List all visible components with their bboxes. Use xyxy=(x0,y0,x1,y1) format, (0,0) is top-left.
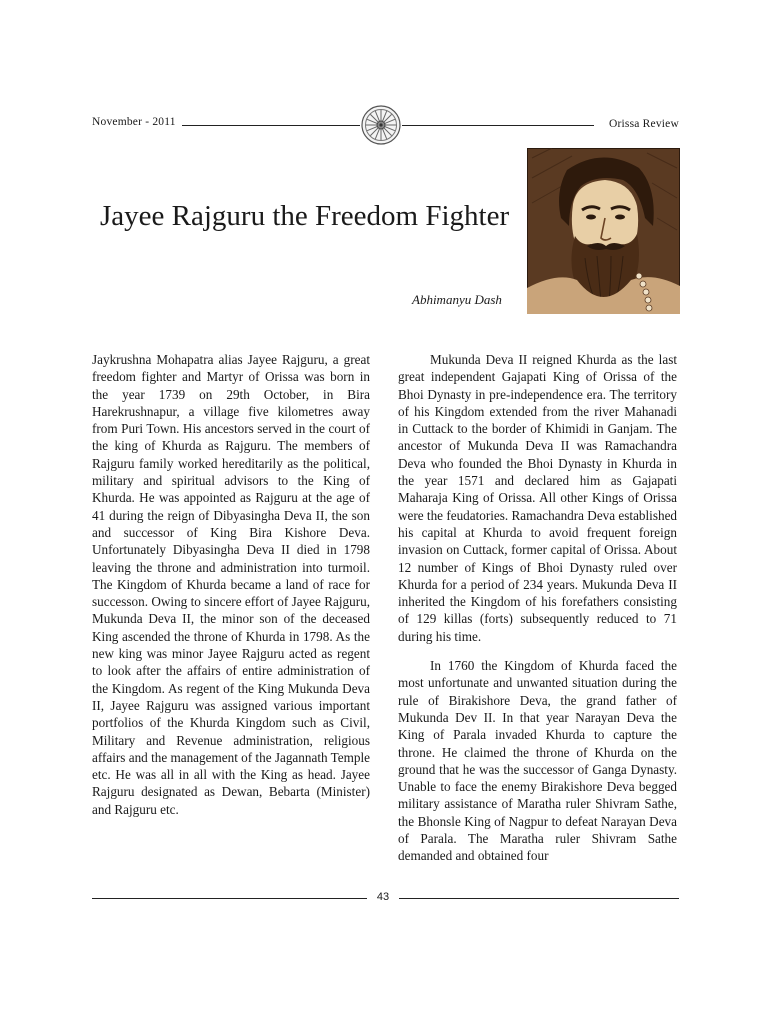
portrait-illustration-icon xyxy=(527,148,680,314)
header-rule-right xyxy=(402,125,594,126)
page-footer xyxy=(92,888,679,908)
article-title: Jayee Rajguru the Freedom Fighter xyxy=(100,200,510,232)
paragraph: In 1760 the Kingdom of Khurda faced the most unfortunate and unwanted situation during the rule of Birakishore Deva, the grand father of Mukunda Dev II. In that year Narayan Deva the King of Parala invaded Khurda to capture the throne. He claimed the throne of Khurda on the ground that he was the successor of Ganga Dynasty. Unable to face the enemy Birakishore Deva begged military assistance of Maratha ruler Shivram Sathe, the Bhonsle King of Nagpur to defeat Narayan Deva of Parala. The Maratha ruler Shivram Sathe demanded and obtained four xyxy=(398,658,677,864)
journal-name: Orissa Review xyxy=(609,118,679,130)
page-header xyxy=(92,110,679,140)
body-column-left xyxy=(92,351,370,830)
footer-rule-left xyxy=(92,898,367,899)
body-column-right xyxy=(398,351,677,877)
author-name: Abhimanyu Dash xyxy=(412,292,502,307)
issue-date: November - 2011 xyxy=(92,116,176,128)
konark-wheel-icon xyxy=(360,104,402,146)
paragraph: Mukunda Deva II reigned Khurda as the last great independent Gajapati King of Orissa of the Bhoi Dynasty in pre-independence era. The territory of his Kingdom extended from the river Mahanadi in Cuttack to the border of Khimidi in Ganjam. The ancestor of Mukunda Deva II was Ramachandra Deva who founded the Bhoi Dynasty in Khurda in the year 1571 and declared him as Gajapati Maharaja King of Orissa. All other Kings of Orissa were the feudatories. Ramachandra Deva established his capital at Khurda to avoid frequent foreign invasion on Cuttack, former capital of Orissa. About 12 number of Kings of Bhoi Dynasty ruled over Khurda for a period of 234 years. Mukunda Deva II inherited the Kingdom of his forefathers consisting of 129 killas (forts) subsequently reduced to 71 during his time. xyxy=(398,352,678,644)
page-number: 43 xyxy=(376,891,390,903)
paragraph: Jaykrushna Mohapatra alias Jayee Rajguru, a great freedom fighter and Martyr of Orissa was born in the year 1739 on 29th October, in Bira Harekrushnapur, a village five kilometres away from Puri Town. His ancestors served in the court of the king of Khurda as Rajguru. The members of Rajguru family worked hereditarily as the political, military and spiritual advisors to the King of Khurda. He was appointed as Rajguru at the age of 41 during the reign of Dibyasingha Deva II, the son and successor of King Bira Kishore Deva. Unfortunately Dibyasingha Deva II died in 1798 leaving the throne and administration into turmoil. The Kingdom of Khurda became a land of race for successon. Owing to sincere effort of Jayee Rajguru, Mukunda Deva II, the minor son of the deceased King ascended the throne of Khurda in 1798. As the new king was minor Jayee Rajguru acted as regent to look after the affairs of entire administration of the Kingdom. As regent of the King Mukunda Deva II, Jayee Rajguru was assigned various important portfolios of the Khurda Kingdom such as Civil, Military and Revenue administration, religious affairs and the management of the Jagannath Temple etc. He was all in all with the King as head. Jayee Rajguru designated as Dewan, Bebarta (Minister) and Rajguru etc. xyxy=(92,352,370,817)
header-rule-left xyxy=(182,125,360,126)
footer-rule-right xyxy=(399,898,679,899)
